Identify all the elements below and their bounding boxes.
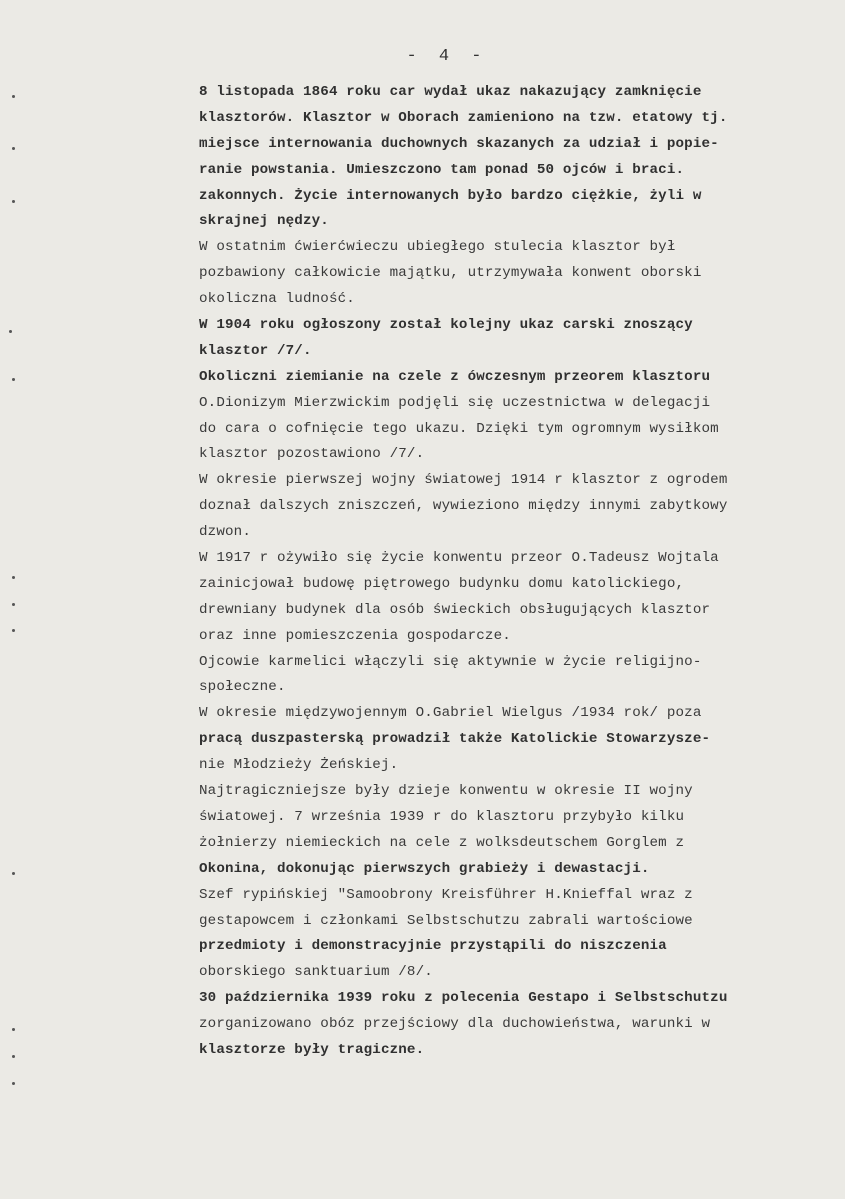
margin-dot <box>12 200 15 203</box>
text-line: klasztor pozostawiono /7/. <box>199 446 425 463</box>
margin-dot <box>12 872 15 875</box>
text-line: do cara o cofnięcie tego ukazu. Dzięki tym ogromnym wysiłkom <box>199 420 719 437</box>
text-line: drewniany budynek dla osób świeckich obsługujących klasztor <box>199 601 711 618</box>
margin-dot <box>12 1028 15 1031</box>
text-line: Ojcowie karmelici włączyli się aktywnie w życie religijno- <box>199 653 702 670</box>
text-line: Okonina, dokonując pierwszych grabieży i dewastacji. <box>199 860 650 877</box>
margin-dot <box>12 147 15 150</box>
text-line: W ostatnim ćwierćwieczu ubiegłego stulecia klasztor był <box>199 239 676 256</box>
text-line: dzwon. <box>199 524 251 541</box>
text-line: zorganizowano obóz przejściowy dla duchowieństwa, warunki w <box>199 1016 711 1033</box>
text-line: pracą duszpasterską prowadził także Katolickie Stowarzysze- <box>199 731 711 748</box>
page-number: - 4 - <box>406 47 488 66</box>
text-line: W okresie międzywojennym O.Gabriel Wielgus /1934 rok/ poza <box>199 705 702 722</box>
text-line: 8 listopada 1864 roku car wydał ukaz nakazujący zamknięcie <box>199 84 702 100</box>
text-line: klasztorze były tragiczne. <box>199 1041 425 1058</box>
text-line: klasztor /7/. <box>199 342 312 359</box>
text-line: W okresie pierwszej wojny światowej 1914 r klasztor z ogrodem <box>199 472 728 489</box>
margin-marks <box>0 0 30 1199</box>
text-line: skrajnej nędzy. <box>199 213 329 230</box>
margin-dot <box>12 378 15 381</box>
text-line: W 1917 r ożywiło się życie konwentu przeor O.Tadeusz Wojtala <box>199 550 719 567</box>
text-line: zakonnych. Życie internowanych było bardzo ciężkie, żyli w <box>199 187 702 204</box>
margin-dot <box>12 1055 15 1058</box>
text-line: społeczne. <box>199 679 286 696</box>
text-line: zainicjował budowę piętrowego budynku domu katolickiego, <box>199 575 685 592</box>
text-line: Okoliczni ziemianie na czele z ówczesnym przeorem klasztoru <box>199 368 711 385</box>
text-line: Najtragiczniejsze były dzieje konwentu w okresie II wojny <box>199 783 693 800</box>
text-line: O.Dionizym Mierzwickim podjęli się uczestnictwa w delegacji <box>199 394 711 411</box>
margin-dot <box>12 629 15 632</box>
text-line: pozbawiony całkowicie majątku, utrzymywała konwent oborski <box>199 265 702 282</box>
margin-dot <box>12 576 15 579</box>
margin-dot <box>12 1082 15 1085</box>
document-body <box>199 80 839 1064</box>
text-line: 30 października 1939 roku z polecenia Gestapo i Selbstschutzu <box>199 990 728 1007</box>
margin-dot <box>12 95 15 98</box>
margin-dot <box>12 603 15 606</box>
text-line: ranie powstania. Umieszczono tam ponad 50 ojców i braci. <box>199 161 685 178</box>
text-line: nie Młodzieży Żeńskiej. <box>199 757 399 774</box>
text-line: klasztorów. Klasztor w Oborach zamieniono na tzw. etatowy tj. <box>199 109 728 126</box>
text-line: okoliczna ludność. <box>199 291 355 308</box>
text-line: oraz inne pomieszczenia gospodarcze. <box>199 627 511 644</box>
text-line: gestapowcem i członkami Selbstschutzu zabrali wartościowe <box>199 912 693 929</box>
text-line: Szef rypińskiej "Samoobrony Kreisführer H.Knieffal wraz z <box>199 886 693 903</box>
text-line: W 1904 roku ogłoszony został kolejny ukaz carski znoszący <box>199 317 693 334</box>
text-line: światowej. 7 września 1939 r do klasztoru przybyło kilku <box>199 808 685 825</box>
text-line: doznał dalszych zniszczeń, wywieziono między innymi zabytkowy <box>199 498 728 515</box>
text-line: przedmioty i demonstracyjnie przystąpili do niszczenia <box>199 938 667 955</box>
text-line: oborskiego sanktuarium /8/. <box>199 964 433 981</box>
text-line: miejsce internowania duchownych skazanych za udział i popie- <box>199 135 719 152</box>
margin-dot <box>9 330 12 333</box>
text-line: żołnierzy niemieckich na cele z wolksdeutschem Gorglem z <box>199 834 685 851</box>
